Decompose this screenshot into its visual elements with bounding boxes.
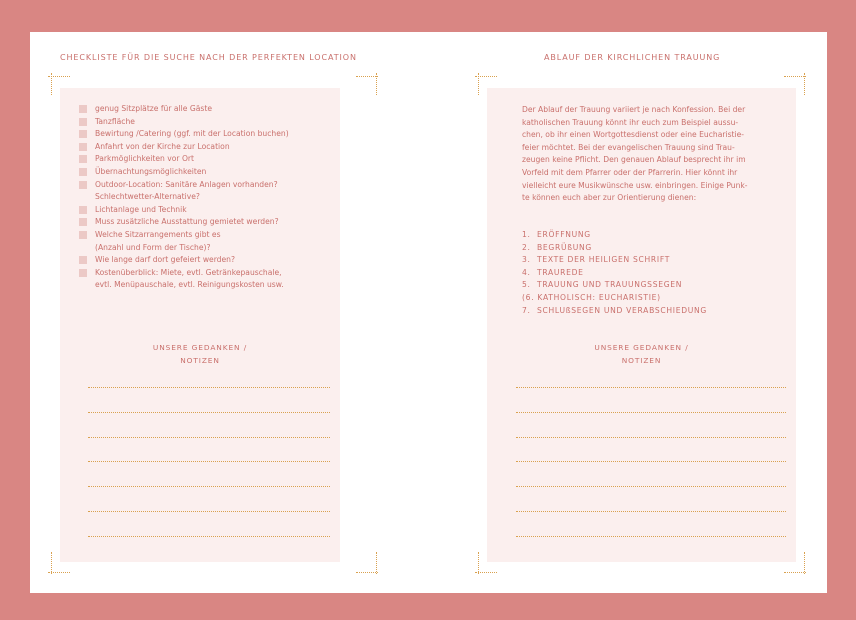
note-line[interactable] — [516, 511, 786, 512]
note-line[interactable] — [88, 536, 330, 537]
intro-line: zeugen keine Pflicht. Den genauen Ablauf besprecht ihr im — [522, 155, 746, 165]
checkbox-square — [79, 231, 87, 239]
crop-mark — [804, 552, 827, 574]
agenda-item-text: ERÖFFNUNG — [537, 230, 591, 239]
note-line[interactable] — [88, 387, 330, 388]
checkbox-square — [79, 118, 87, 126]
note-line[interactable] — [516, 461, 786, 462]
checklist-item-text: Bewirtung /Catering (ggf. mit der Location buchen) — [95, 129, 289, 139]
left-page-title: CHECKLISTE FÜR DIE SUCHE NACH DER PERFEKTEN LOCATION — [60, 53, 357, 62]
checklist-item-text: Anfahrt von der Kirche zur Location — [95, 141, 230, 151]
checklist-item-text: (Anzahl und Form der Tische)? — [95, 242, 211, 252]
checkbox-square — [79, 206, 87, 214]
intro-line: chen, ob ihr einen Wortgottesdienst oder eine Eucharistie- — [522, 130, 745, 140]
checkbox-square — [79, 218, 87, 226]
checklist-item-text: Parkmöglichkeiten vor Ort — [95, 154, 195, 164]
left-notes-title: UNSERE GEDANKEN / NOTIZEN — [152, 343, 248, 365]
crop-mark — [475, 572, 497, 595]
checklist-item — [79, 166, 331, 179]
checklist-item — [79, 204, 331, 217]
intro-line: Der Ablauf der Trauung variiert je nach Konfession. Bei der — [522, 105, 746, 114]
left-page — [30, 32, 428, 593]
right-content-panel — [487, 88, 796, 562]
checklist-item-text: Tanzfläche — [95, 116, 135, 126]
checkbox-square — [79, 168, 87, 176]
crop-mark — [804, 73, 827, 95]
book-spread — [30, 32, 827, 593]
intro-line: feier möchtet. Bei der evangelischen Trauung sind Trau- — [522, 142, 735, 152]
agenda-item-number: 3. — [522, 255, 531, 265]
crop-mark — [356, 572, 378, 595]
checklist-item-text: Muss zusätzliche Ausstattung gemietet werden? — [95, 217, 279, 227]
agenda-item-number: 1. — [522, 230, 531, 239]
intro-line: Vorfeld mit dem Pfarrer oder der Pfarrerin. Hier könnt ihr — [522, 167, 738, 177]
agenda-item-text: TRAUREDE — [537, 267, 584, 277]
checklist-item — [79, 254, 331, 267]
agenda-item-text: (6. KATHOLISCH: EUCHARISTIE) — [522, 292, 661, 302]
right-notes-title: UNSERE GEDANKEN / NOTIZEN — [594, 343, 689, 365]
checkbox-square — [79, 256, 87, 264]
location-checklist — [79, 103, 331, 292]
right-page-title: ABLAUF DER KIRCHLICHEN TRAUUNG — [544, 53, 721, 62]
checklist-item — [79, 103, 331, 116]
checkbox-square — [79, 105, 87, 113]
checklist-item — [79, 153, 331, 166]
note-line[interactable] — [88, 486, 330, 487]
crop-mark — [48, 572, 70, 595]
agenda-item-number: 7. — [522, 305, 531, 315]
crop-mark — [784, 572, 806, 595]
checklist-item — [79, 116, 331, 129]
agenda-item — [522, 305, 782, 318]
checklist-item-text: Welche Sitzarrangements gibt es — [95, 229, 221, 239]
checklist-item — [79, 229, 331, 254]
crop-mark — [376, 73, 399, 95]
agenda-item-text: SCHLUßSEGEN UND VERABSCHIEDUNG — [537, 305, 707, 315]
note-line[interactable] — [516, 387, 786, 388]
checklist-item-text: Übernachtungsmöglichkeiten — [95, 166, 207, 176]
checklist-item — [79, 141, 331, 154]
checklist-item — [79, 179, 331, 204]
note-line[interactable] — [88, 437, 330, 438]
note-line[interactable] — [516, 437, 786, 438]
checkbox-square — [79, 143, 87, 151]
agenda-item — [522, 242, 782, 255]
checklist-item-text: Schlechtwetter-Alternative? — [95, 192, 200, 202]
checklist-item — [79, 216, 331, 229]
agenda-item — [522, 254, 782, 267]
checklist-item-text: Wie lange darf dort gefeiert werden? — [95, 255, 236, 265]
note-line[interactable] — [516, 536, 786, 537]
ceremony-intro-text — [522, 104, 768, 205]
checkbox-square — [79, 181, 87, 189]
agenda-item-text: TRAUUNG UND TRAUUNGSSEGEN — [537, 280, 683, 290]
checkbox-square — [79, 130, 87, 138]
checklist-item-text: evtl. Menüpauschale, evtl. Reinigungskosten usw. — [95, 280, 284, 290]
agenda-item — [522, 229, 782, 242]
note-line[interactable] — [88, 412, 330, 413]
checkbox-square — [79, 269, 87, 277]
checklist-item — [79, 128, 331, 141]
checklist-item-text: Kostenüberblick: Miete, evtl. Getränkepauschale, — [95, 267, 282, 277]
agenda-item-number: 2. — [522, 242, 531, 252]
checklist-item-text: genug Sitzplätze für alle Gäste — [95, 104, 213, 113]
right-page — [428, 32, 827, 593]
checkbox-square — [79, 155, 87, 163]
agenda-item-text: TEXTE DER HEILIGEN SCHRIFT — [537, 255, 671, 265]
agenda-item — [522, 292, 782, 305]
agenda-item — [522, 279, 782, 292]
note-line[interactable] — [516, 412, 786, 413]
checklist-item-text: Lichtanlage und Technik — [95, 204, 187, 214]
agenda-item-text: BEGRÜßUNG — [537, 242, 592, 252]
checklist-item — [79, 267, 331, 292]
crop-mark — [376, 552, 399, 574]
intro-line: katholischen Trauung könnt ihr euch zum Beispiel aussu- — [522, 117, 739, 127]
intro-line: te können euch aber zur Orientierung dienen: — [522, 193, 697, 203]
note-line[interactable] — [88, 461, 330, 462]
crop-mark — [356, 76, 378, 99]
agenda-item-number: 5. — [522, 280, 531, 290]
checklist-item-text: Outdoor-Location: Sanitäre Anlagen vorhanden? — [95, 179, 278, 189]
ceremony-agenda-list — [522, 229, 782, 317]
left-content-panel — [60, 88, 340, 562]
agenda-item — [522, 267, 782, 280]
note-line[interactable] — [88, 511, 330, 512]
agenda-item-number: 4. — [522, 267, 531, 277]
intro-line: vielleicht eure Musikwünsche usw. einbringen. Einige Punk- — [522, 180, 748, 190]
note-line[interactable] — [516, 486, 786, 487]
